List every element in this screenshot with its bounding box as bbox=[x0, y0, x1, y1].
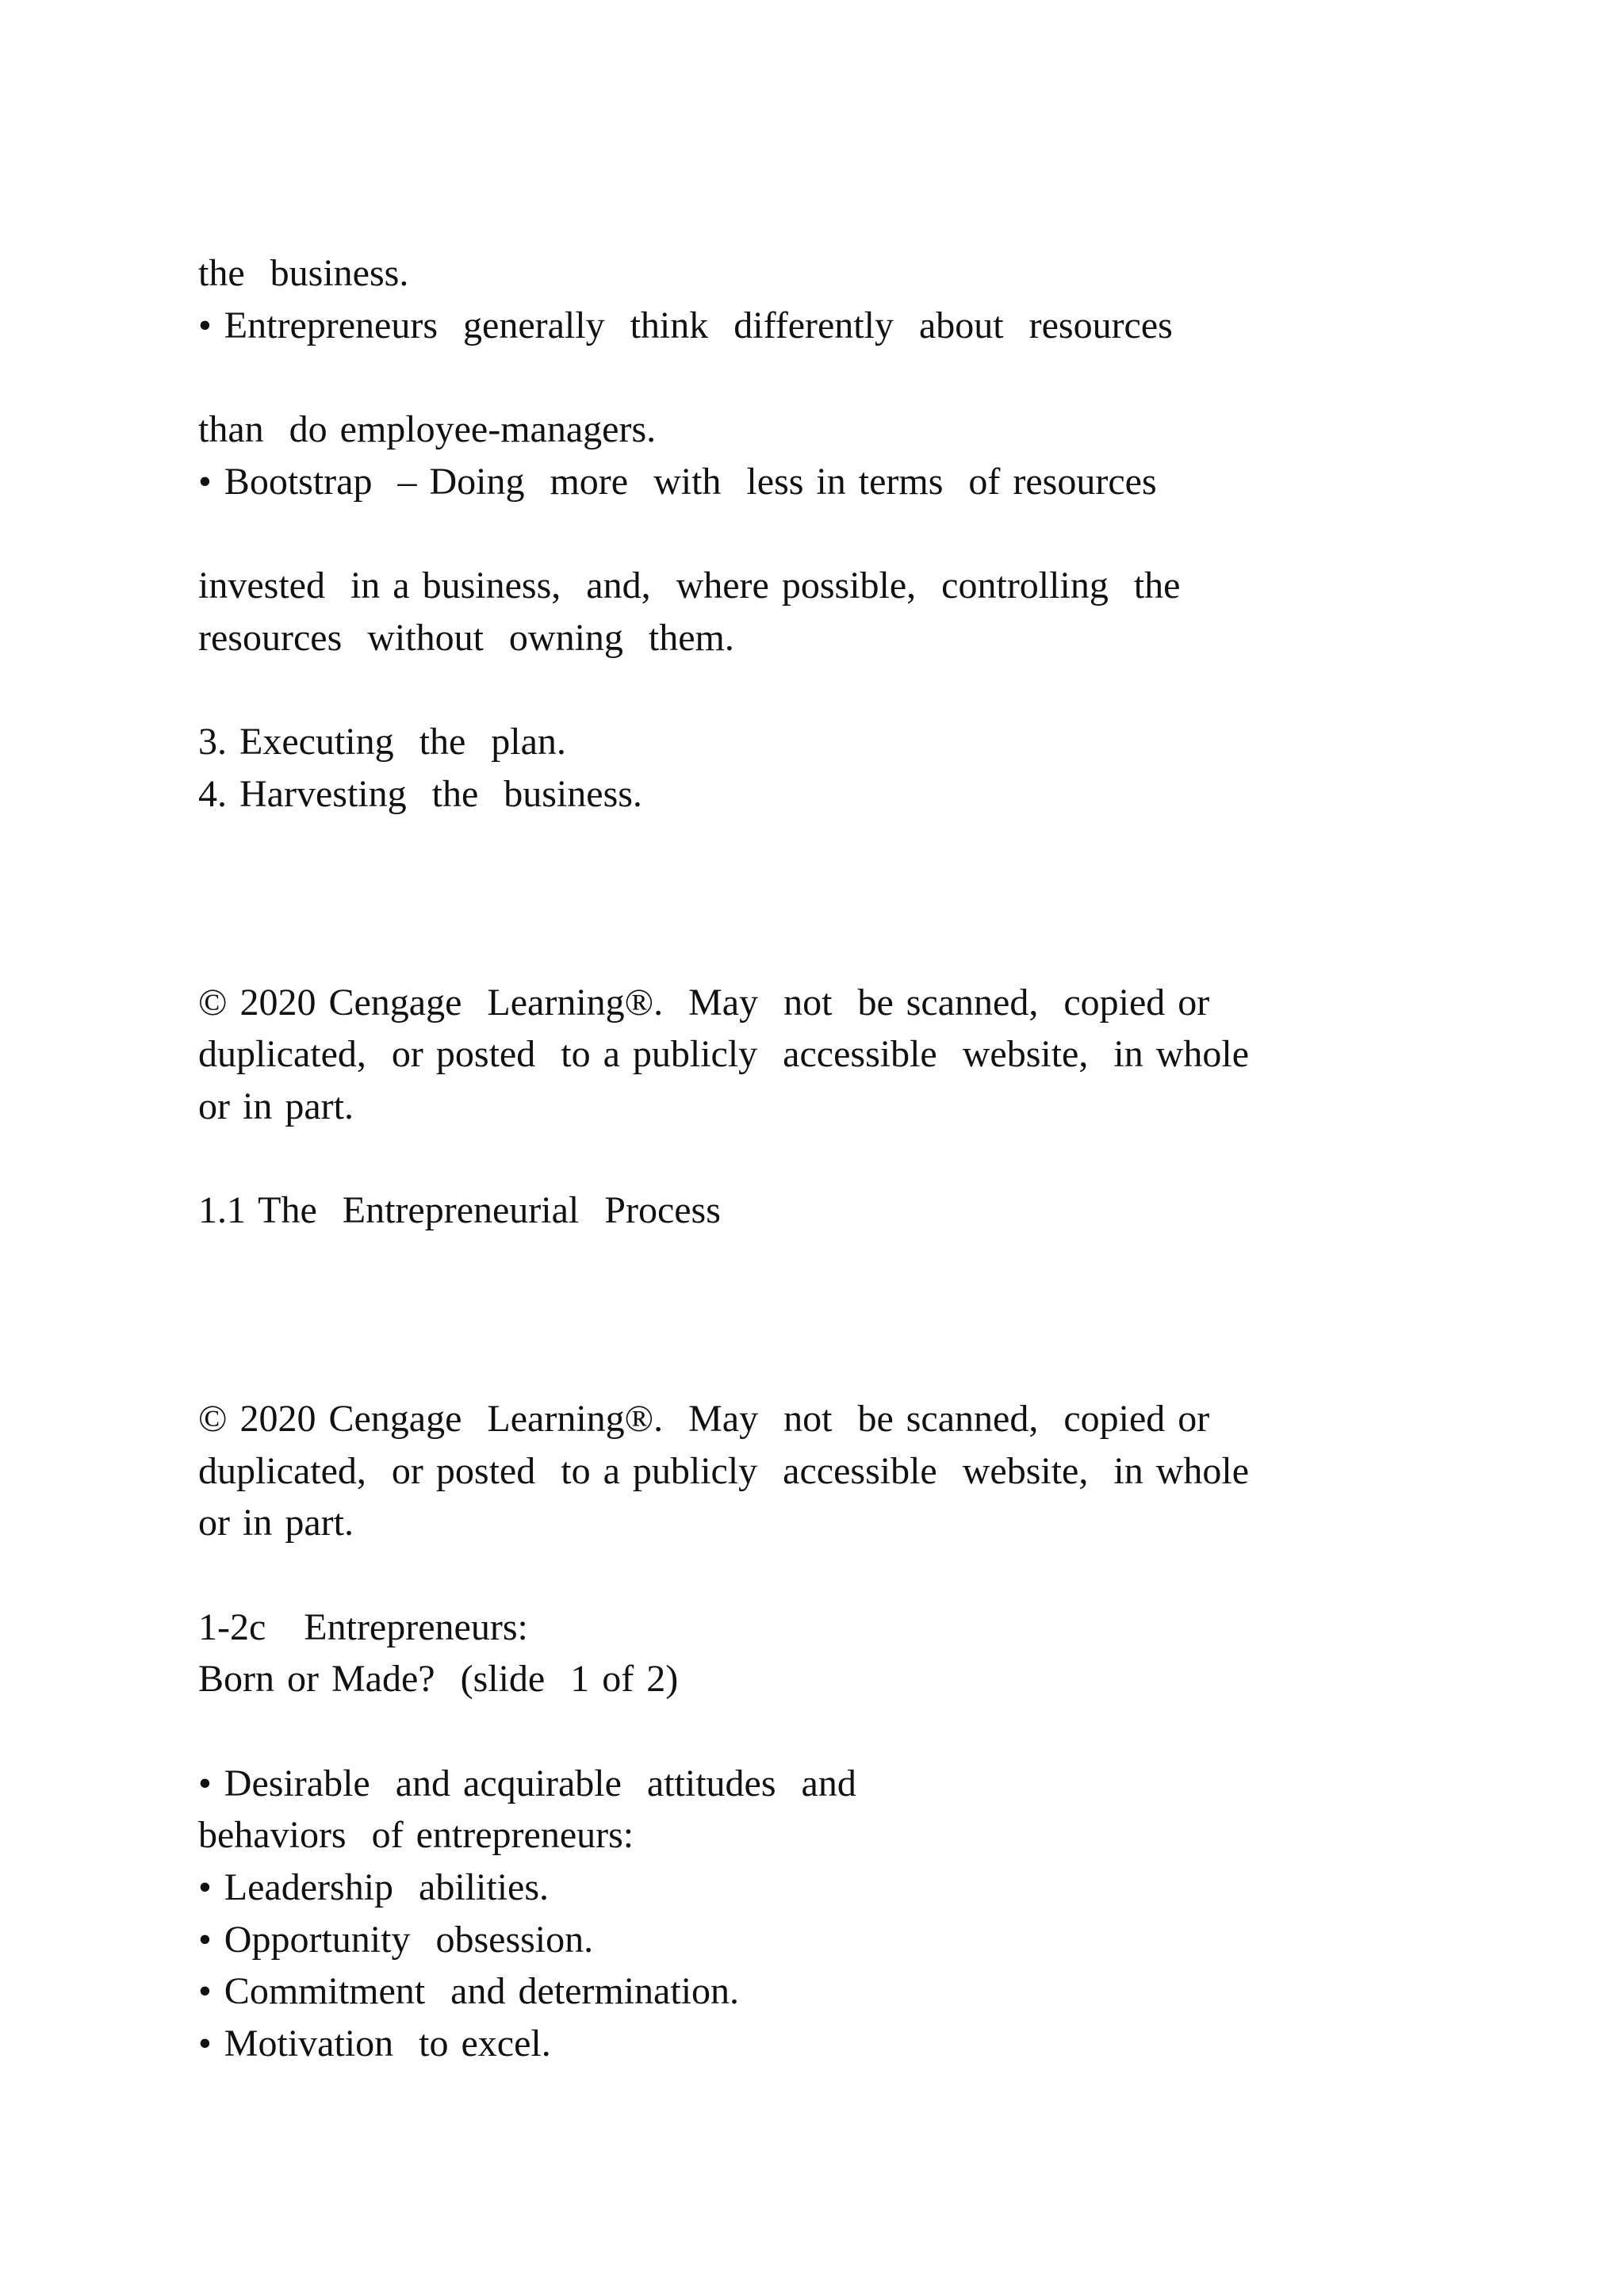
copyright-notice: or in part. bbox=[198, 1085, 354, 1127]
copyright-notice: or in part. bbox=[198, 1502, 354, 1544]
text-line: the business. bbox=[198, 252, 409, 294]
slide-heading: 1-2c Entrepreneurs: bbox=[198, 1606, 528, 1648]
bullet-item: • Desirable and acquirable attitudes and bbox=[198, 1762, 856, 1804]
text-line: invested in a business, and, where possible, controlling the bbox=[198, 564, 1181, 607]
slide-heading: Born or Made? (slide 1 of 2) bbox=[198, 1658, 679, 1700]
slide-heading: 1.1 The Entrepreneurial Process bbox=[198, 1189, 721, 1231]
bullet-item: • Bootstrap – Doing more with less in terms of resources bbox=[198, 461, 1157, 503]
copyright-notice: duplicated, or posted to a publicly accessible website, in whole bbox=[198, 1033, 1249, 1075]
numbered-item: 4. Harvesting the business. bbox=[198, 773, 642, 815]
bullet-item: • Commitment and determination. bbox=[198, 1970, 740, 2012]
text-line: resources without owning them. bbox=[198, 617, 734, 659]
bullet-item: • Entrepreneurs generally think differently about resources bbox=[198, 304, 1173, 346]
copyright-notice: © 2020 Cengage Learning®. May not be scanned, copied or bbox=[198, 1398, 1210, 1440]
bullet-item: • Motivation to excel. bbox=[198, 2022, 551, 2064]
copyright-notice: duplicated, or posted to a publicly accessible website, in whole bbox=[198, 1450, 1249, 1492]
copyright-notice: © 2020 Cengage Learning®. May not be scanned, copied or bbox=[198, 982, 1210, 1024]
numbered-item: 3. Executing the plan. bbox=[198, 721, 566, 763]
bullet-item: • Opportunity obsession. bbox=[198, 1919, 594, 1961]
text-line: behaviors of entrepreneurs: bbox=[198, 1814, 634, 1856]
bullet-item: • Leadership abilities. bbox=[198, 1866, 550, 1908]
text-line: than do employee-managers. bbox=[198, 408, 657, 450]
